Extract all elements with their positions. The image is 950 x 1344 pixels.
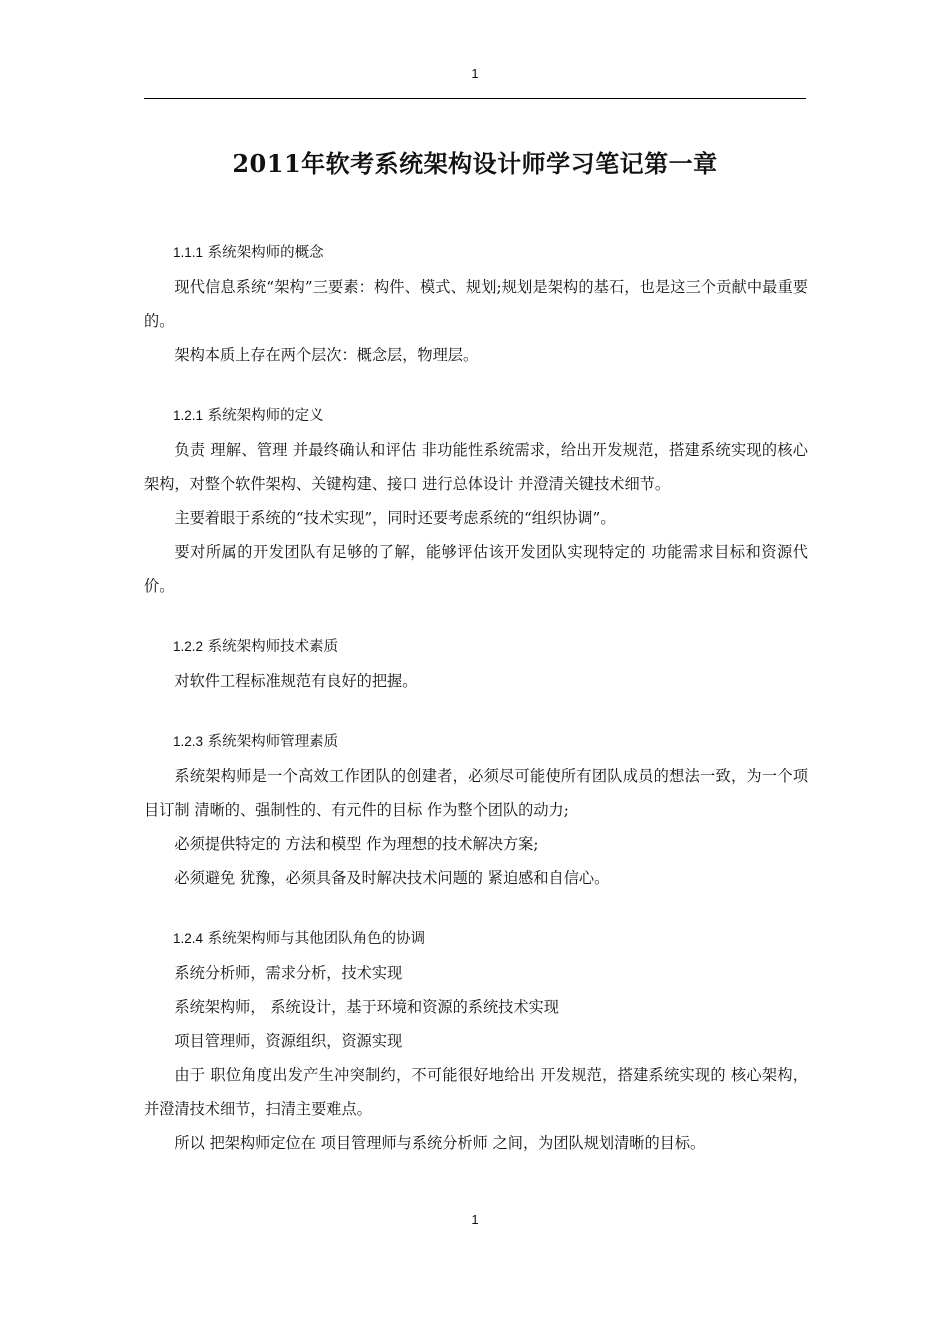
section-heading bbox=[144, 630, 808, 664]
section-title: 系统架构师与其他团队角色的协调 bbox=[207, 931, 426, 947]
document-title: 2011年软考系统架构设计师学习笔记第一章 bbox=[232, 149, 718, 178]
header-divider bbox=[144, 98, 806, 99]
paragraph: 所以 把架构师定位在 项目管理师与系统分析师 之间，为团队规划清晰的目标。 bbox=[174, 1134, 706, 1152]
section-1-2-2 bbox=[144, 630, 808, 698]
paragraph: 架构本质上存在两个层次：概念层，物理层。 bbox=[174, 346, 479, 364]
section-title: 系统架构师管理素质 bbox=[207, 734, 339, 750]
section-title: 系统架构师的概念 bbox=[207, 245, 324, 261]
section-heading bbox=[144, 922, 808, 956]
paragraph: 对软件工程标准规范有良好的把握。 bbox=[174, 672, 418, 690]
section-number: 1.1.1 bbox=[173, 245, 204, 260]
section-title: 系统架构师的定义 bbox=[207, 408, 324, 424]
paragraph: 要对所属的开发团队有足够的了解，能够评估该开发团队实现特定的 功能需求目标和资源代价。 bbox=[144, 543, 808, 595]
paragraph: 系统架构师， 系统设计，基于环境和资源的系统技术实现 bbox=[174, 998, 559, 1016]
header-page-number: 1 bbox=[471, 66, 479, 81]
footer-page-number: 1 bbox=[471, 1212, 479, 1227]
paragraph: 由于 职位角度出发产生冲突制约，不可能很好地给出 开发规范，搭建系统实现的 核心架构，并澄清技术细节，扫清主要难点。 bbox=[144, 1066, 808, 1118]
paragraph: 主要着眼于系统的“技术实现”，同时还要考虑系统的“组织协调”。 bbox=[174, 509, 616, 527]
paragraph: 项目管理师，资源组织，资源实现 bbox=[174, 1032, 403, 1050]
paragraph: 必须避免 犹豫，必须具备及时解决技术问题的 紧迫感和自信心。 bbox=[174, 869, 610, 887]
section-number: 1.2.1 bbox=[173, 408, 204, 423]
section-number: 1.2.4 bbox=[173, 931, 204, 946]
paragraph: 系统架构师是一个高效工作团队的创建者，必须尽可能使所有团队成员的想法一致，为一个项目订制 清晰的、强制性的、有元件的目标 作为整个团队的动力; bbox=[144, 767, 808, 819]
section-1-2-3 bbox=[144, 725, 808, 895]
section-number: 1.2.3 bbox=[173, 734, 204, 749]
section-1-2-1 bbox=[144, 399, 808, 603]
document-body bbox=[144, 236, 808, 1160]
section-number: 1.2.2 bbox=[173, 639, 204, 654]
paragraph: 系统分析师，需求分析，技术实现 bbox=[174, 964, 403, 982]
section-1-1-1 bbox=[144, 236, 808, 372]
section-heading bbox=[144, 236, 808, 270]
section-heading bbox=[144, 399, 808, 433]
section-title: 系统架构师技术素质 bbox=[207, 639, 339, 655]
paragraph: 必须提供特定的 方法和模型 作为理想的技术解决方案; bbox=[174, 835, 539, 853]
section-1-2-4 bbox=[144, 922, 808, 1160]
paragraph: 负责 理解、管理 并最终确认和评估 非功能性系统需求，给出开发规范，搭建系统实现的核心架构，对整个软件架构、关键构建、接口 进行总体设计 并澄清关键技术细节。 bbox=[144, 441, 808, 493]
paragraph: 现代信息系统“架构”三要素：构件、模式、规划;规划是架构的基石，也是这三个贡献中最重要的。 bbox=[144, 278, 808, 330]
section-heading bbox=[144, 725, 808, 759]
